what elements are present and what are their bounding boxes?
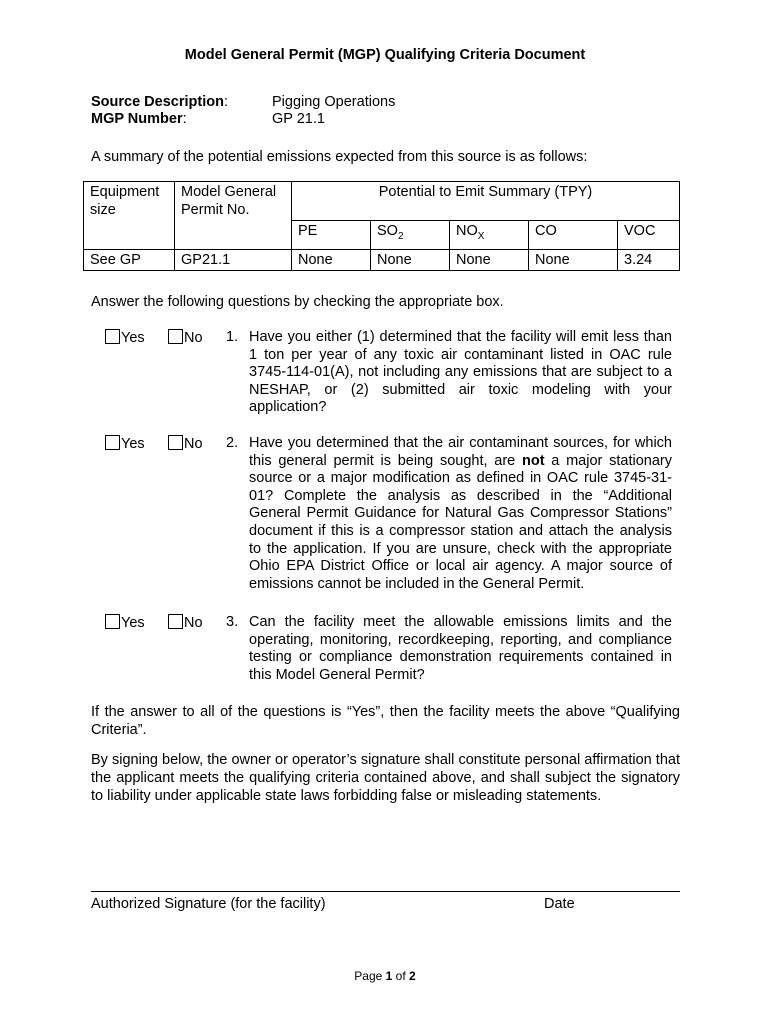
cell-so2: None [371,250,450,271]
header-pte-summary: Potential to Emit Summary (TPY) [292,182,680,221]
q2-number: 2. [226,435,239,451]
source-description-value: Pigging Operations [272,94,396,110]
cell-pe: None [292,250,371,271]
q3-text: Can the facility meet the allowable emissions limits and the operating, monitoring, recordkeeping, reporting, and compliance testing or compliance demonstration requirements contained in this Model General Permit? [249,614,672,683]
mgp-number-label: MGP Number: [91,111,187,127]
signature-label: Authorized Signature (for the facility) [91,896,326,912]
q2-yes-checkbox[interactable]: Yes [105,435,145,452]
cell-equipment: See GP [84,250,175,271]
q1-text: Have you either (1) determined that the facility will emit less than 1 ton per year of any toxic air contaminant listed in OAC rule 3745-114-01(A), not including any emissions that are subject to a NESHAP, or (2) submitted air toxic modeling with your application? [249,329,672,416]
checkbox-icon [168,435,183,450]
header-pe: PE [292,221,371,250]
signature-line[interactable] [91,891,680,892]
q1-no-checkbox[interactable]: No [168,329,203,346]
q3-number: 3. [226,614,239,630]
q3-no-checkbox[interactable]: No [168,614,203,631]
summary-intro: A summary of the potential emissions expected from this source is as follows: [91,149,588,165]
mgp-number-value: GP 21.1 [272,111,325,127]
source-description-label: Source Description: [91,94,228,110]
q2-text: Have you determined that the air contaminant sources, for which this general permit is being sought, are not a major stationary source or a major modification as defined in OAC rule 3745-31-01? Complete the analysis as described in the “Additional General Permit Guidance for Natural Gas Compressor Stations” document if this is a compressor station and attach the analysis to the application. If you are unsure, check with the appropriate Ohio EPA District Office or local air agency. A major source of emissions cannot be included in the General Permit. [249,435,672,592]
q2-no-checkbox[interactable]: No [168,435,203,452]
checkbox-icon [168,329,183,344]
checkbox-icon [105,329,120,344]
q3-yes-checkbox[interactable]: Yes [105,614,145,631]
checkbox-icon [168,614,183,629]
header-so2: $SO_2$ [371,221,450,250]
instructions: Answer the following questions by checking the appropriate box. [91,294,504,310]
page-footer: Page 1 of 2 [354,969,416,983]
emissions-table [83,181,680,271]
qualifying-statement: If the answer to all of the questions is “Yes”, then the facility meets the above “Qualifying Criteria”. [91,704,680,738]
header-permit-no: Model General Permit No. [175,182,292,250]
checkbox-icon [105,435,120,450]
affirmation-paragraph: By signing below, the owner or operator’s signature shall constitute personal affirmation that the applicant meets the qualifying criteria contained above, and shall subject the signatory to liability under applicable state laws forbidding false or misleading statements. [91,752,680,804]
header-equipment-size: Equipment size [84,182,175,250]
document-title: Model General Permit (MGP) Qualifying Criteria Document [184,47,586,63]
q1-yes-checkbox[interactable]: Yes [105,329,145,346]
header-nox: $NO_X$ [450,221,529,250]
q1-number: 1. [226,329,239,345]
cell-permit: GP21.1 [175,250,292,271]
table-row [84,250,680,271]
header-co: CO [529,221,618,250]
cell-co: None [529,250,618,271]
cell-nox: None [450,250,529,271]
date-label: Date [544,896,575,912]
checkbox-icon [105,614,120,629]
header-voc: VOC [618,221,680,250]
cell-voc: 3.24 [618,250,680,271]
